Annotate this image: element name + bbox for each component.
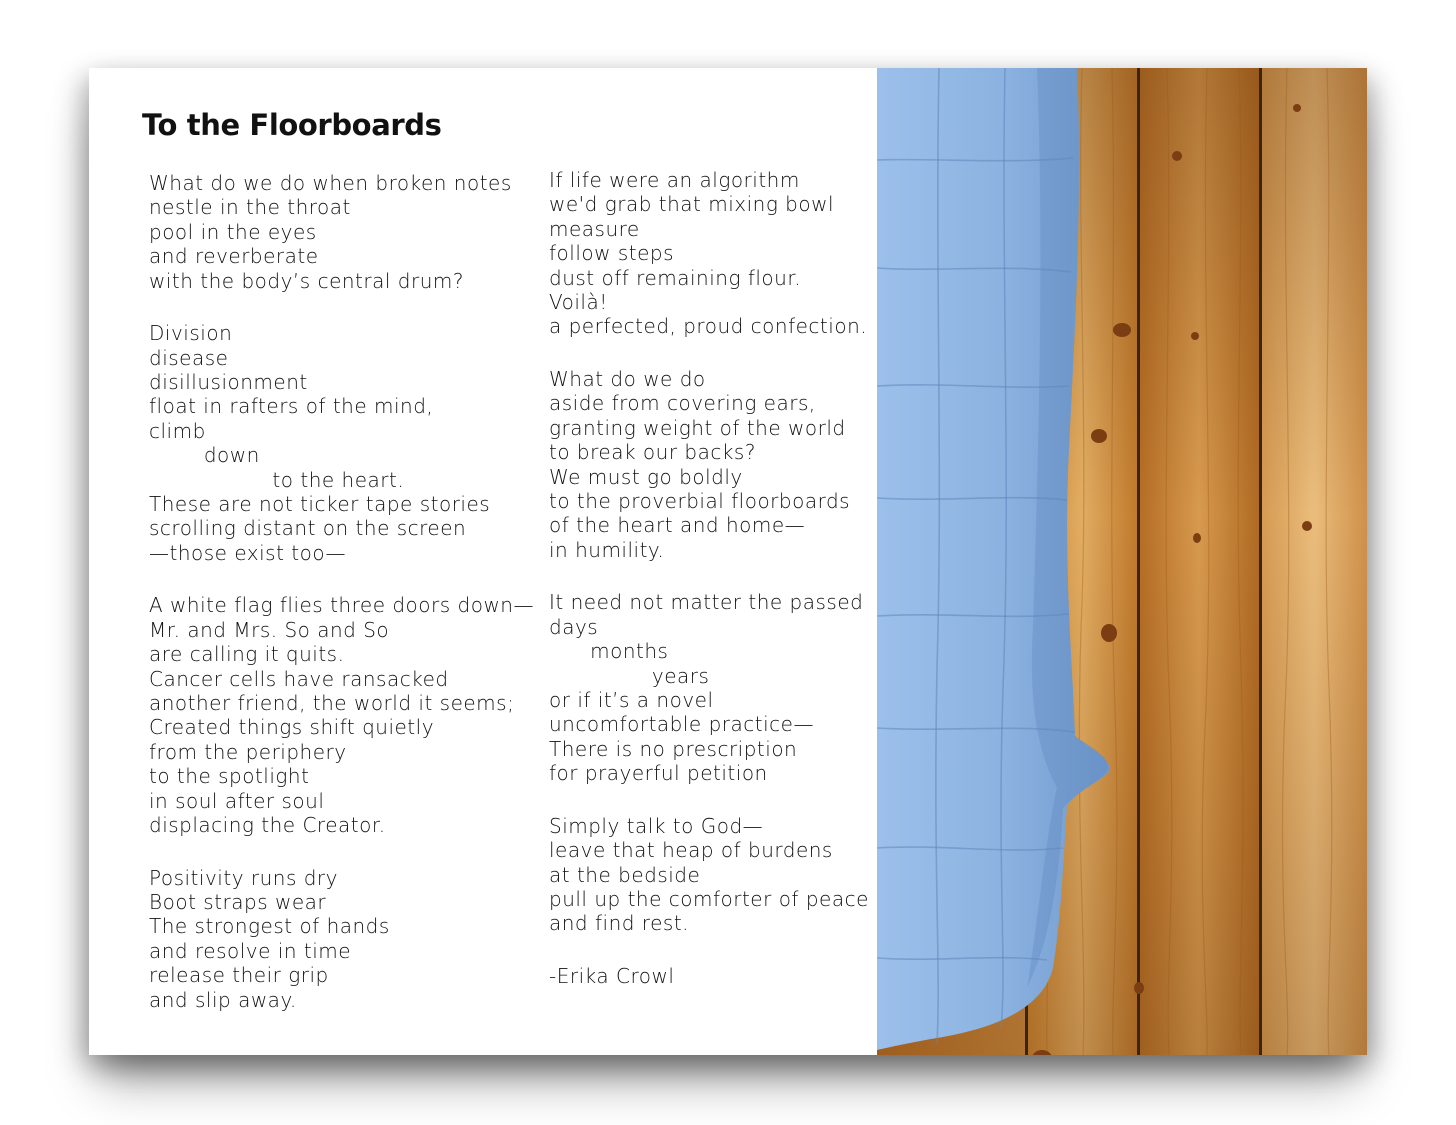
poem-line: a perfected, proud confection. <box>549 314 868 339</box>
poem-line: in soul after soul <box>149 788 325 813</box>
poem-line: of the heart and home— <box>549 513 806 538</box>
poem-line: disease <box>149 345 229 370</box>
poem-title: To the Floorboards <box>142 108 442 142</box>
poem-line: —those exist too— <box>149 540 346 565</box>
poem-line: Cancer cells have ransacked <box>149 666 449 691</box>
poem-line: Created things shift quietly <box>149 715 435 740</box>
poem-line: Positivity runs dry <box>149 865 338 890</box>
poem-line: years <box>549 663 710 688</box>
poem-line: What do we do <box>549 367 706 392</box>
photo-illustration <box>877 68 1367 1055</box>
poem-line: leave that heap of burdens <box>549 838 833 863</box>
poem-line: release their grip <box>149 963 329 988</box>
poem-line: There is no prescription <box>549 736 798 761</box>
poem-line: If life were an algorithm <box>549 168 800 192</box>
poem-line: for prayerful petition <box>549 761 768 786</box>
poem-line: These are not ticker tape stories <box>149 491 491 516</box>
poem-line: we'd grab that mixing bowl <box>549 192 835 217</box>
poem-line: aside from covering ears, <box>549 391 816 416</box>
poem-line: measure <box>549 216 640 241</box>
poem-line: climb <box>149 418 206 443</box>
poem-line: Mr. and Mrs. So and So <box>149 617 390 642</box>
poem-line: or if it’s a novel <box>549 688 714 713</box>
stanza-gap <box>549 562 869 590</box>
poem-line: months <box>549 639 669 664</box>
stanza-gap <box>149 565 534 593</box>
poem-line: Boot straps wear <box>149 890 327 915</box>
stanza-gap <box>549 786 869 814</box>
comforter-floorboards-photo <box>877 68 1367 1055</box>
poem-line: from the periphery <box>149 739 347 764</box>
poem-left-column <box>149 171 534 1012</box>
poem-line: dust off remaining flour. <box>549 265 802 290</box>
poem-line: scrolling distant on the screen <box>149 516 467 541</box>
poem-line: at the bedside <box>549 862 701 887</box>
poem-line: to the proverbial floorboards <box>549 488 851 513</box>
poem-line: to the spotlight <box>149 764 310 789</box>
poem-line: We must go boldly <box>549 464 743 489</box>
poem-line: and slip away. <box>149 987 297 1012</box>
poem-line: in humility. <box>549 537 665 562</box>
poem-right-column <box>549 168 869 989</box>
poem-card <box>89 68 1367 1055</box>
poem-line: granting weight of the world <box>549 415 846 440</box>
poem-line: days <box>549 614 599 639</box>
poem-line: and resolve in time <box>149 938 352 963</box>
poem-line: Division <box>149 321 233 346</box>
poem-line: Simply talk to God— <box>549 813 764 838</box>
poem-line: A white flag flies three doors down— <box>149 593 534 618</box>
poem-line: to the heart. <box>149 467 405 492</box>
poem-line: to break our backs? <box>549 440 756 465</box>
stanza-gap <box>149 837 534 865</box>
poem-line: with the body’s central drum? <box>149 268 464 293</box>
poem-line: follow steps <box>549 241 675 266</box>
poem-line: pull up the comforter of peace <box>549 887 869 912</box>
poem-line: -Erika Crowl <box>549 964 675 989</box>
stanza-gap <box>149 293 534 321</box>
poem-line: float in rafters of the mind, <box>149 394 434 419</box>
stanza-gap <box>549 339 869 367</box>
poem-line: It need not matter the passed <box>549 590 864 615</box>
poem-line: The strongest of hands <box>149 914 390 939</box>
poem-line: and find rest. <box>549 911 690 936</box>
poem-line: Voilà! <box>549 289 608 314</box>
poem-line: disillusionment <box>149 370 308 395</box>
poem-line: and reverberate <box>149 244 319 269</box>
stanza-gap <box>549 936 869 964</box>
poem-line: displacing the Creator. <box>149 812 386 837</box>
poem-line: pool in the eyes <box>149 219 317 244</box>
poem-line: uncomfortable practice— <box>549 712 814 737</box>
poem-line: are calling it quits. <box>149 642 345 667</box>
poem-line: another friend, the world it seems; <box>149 691 515 716</box>
poem-line: down <box>149 443 260 468</box>
poem-line: What do we do when broken notes <box>149 171 512 195</box>
poem-line: nestle in the throat <box>149 195 351 220</box>
